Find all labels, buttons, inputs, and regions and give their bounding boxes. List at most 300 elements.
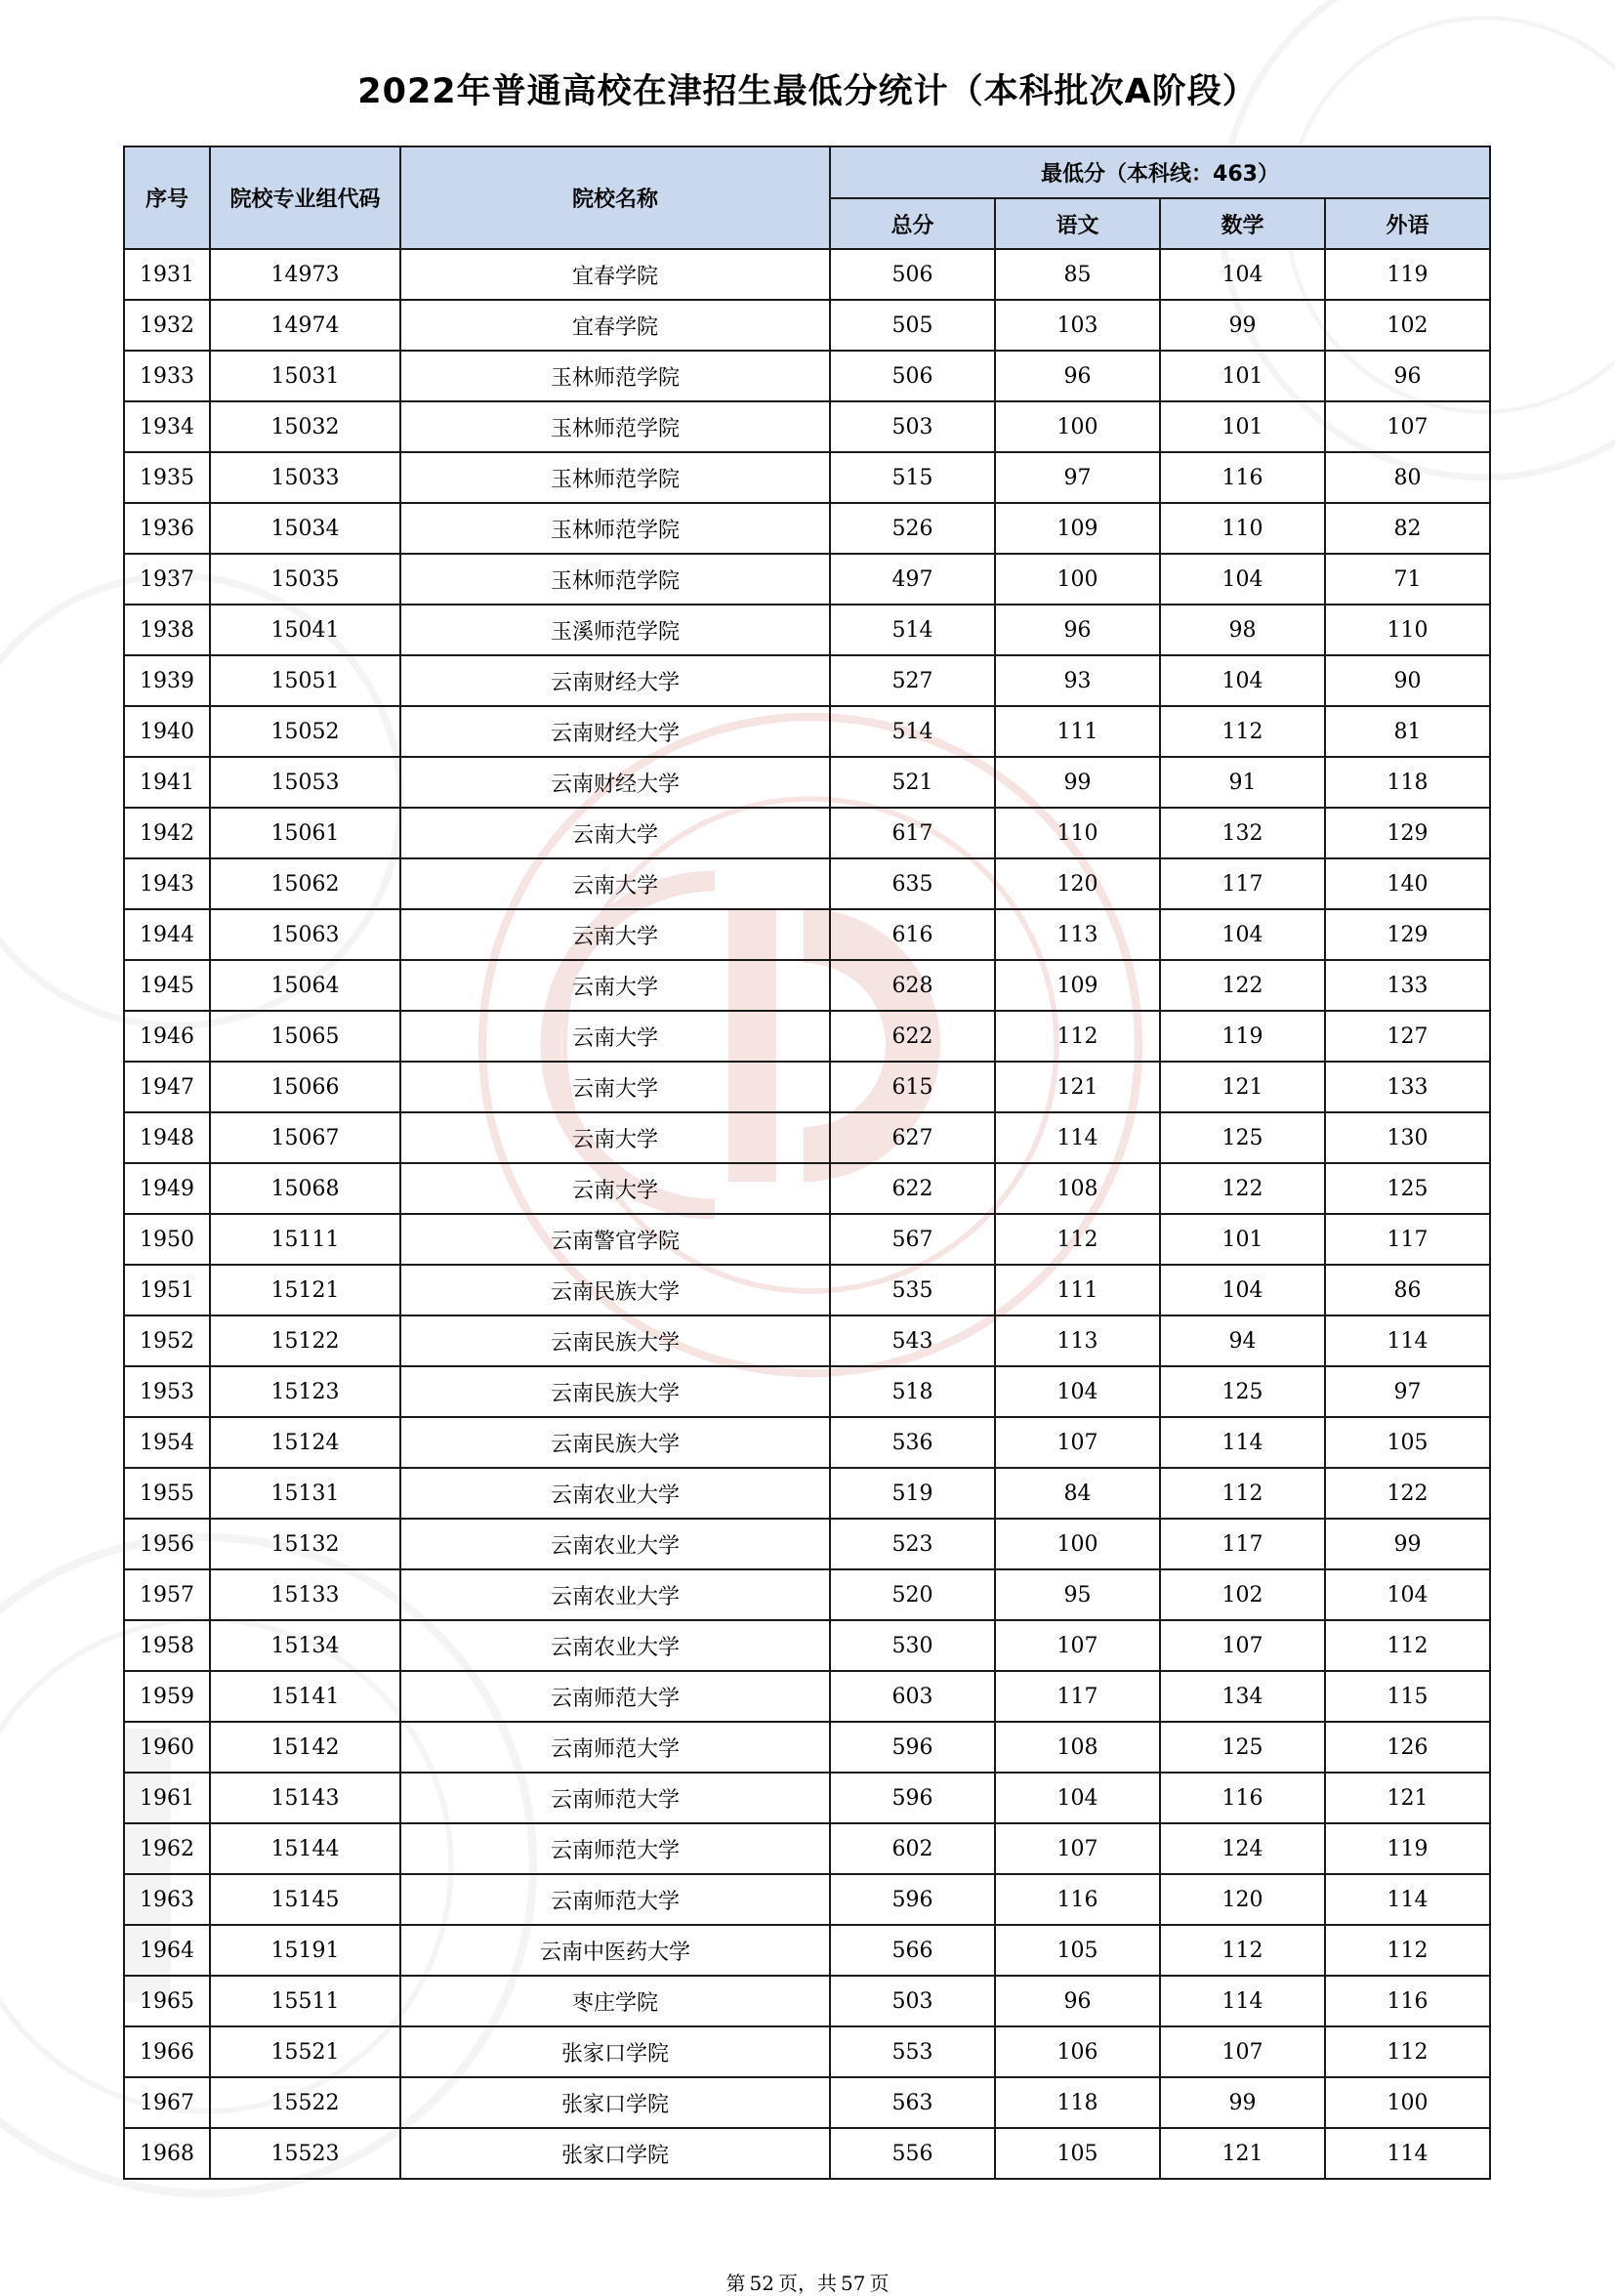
table-row <box>124 655 1490 706</box>
cell-math: 112 <box>1160 706 1325 757</box>
cell-math: 94 <box>1160 1315 1325 1366</box>
cell-total: 616 <box>830 909 995 960</box>
header-foreign: 外语 <box>1325 198 1490 249</box>
cell-code: 15522 <box>210 2077 400 2128</box>
cell-chinese: 118 <box>995 2077 1160 2128</box>
table-row <box>124 2026 1490 2077</box>
cell-code: 15523 <box>210 2128 400 2179</box>
cell-chinese: 112 <box>995 1214 1160 1265</box>
cell-code: 15191 <box>210 1925 400 1976</box>
cell-code: 15062 <box>210 858 400 909</box>
cell-seq: 1968 <box>124 2128 210 2179</box>
cell-math: 107 <box>1160 1620 1325 1671</box>
cell-foreign: 99 <box>1325 1519 1490 1569</box>
cell-total: 527 <box>830 655 995 706</box>
cell-total: 535 <box>830 1265 995 1315</box>
cell-total: 543 <box>830 1315 995 1366</box>
cell-code: 15141 <box>210 1671 400 1722</box>
table-row <box>124 1519 1490 1569</box>
cell-chinese: 97 <box>995 452 1160 503</box>
cell-total: 506 <box>830 249 995 300</box>
cell-seq: 1948 <box>124 1112 210 1163</box>
cell-total: 519 <box>830 1468 995 1519</box>
cell-math: 114 <box>1160 1976 1325 2026</box>
cell-total: 603 <box>830 1671 995 1722</box>
cell-school: 玉溪师范学院 <box>400 605 830 655</box>
cell-total: 497 <box>830 554 995 605</box>
table-row <box>124 1011 1490 1062</box>
cell-math: 104 <box>1160 554 1325 605</box>
cell-seq: 1962 <box>124 1823 210 1874</box>
cell-chinese: 120 <box>995 858 1160 909</box>
cell-school: 云南财经大学 <box>400 757 830 808</box>
cell-chinese: 100 <box>995 401 1160 452</box>
cell-math: 112 <box>1160 1925 1325 1976</box>
cell-foreign: 122 <box>1325 1468 1490 1519</box>
cell-seq: 1946 <box>124 1011 210 1062</box>
cell-code: 15121 <box>210 1265 400 1315</box>
table-row <box>124 503 1490 554</box>
cell-foreign: 119 <box>1325 1823 1490 1874</box>
header-chinese: 语文 <box>995 198 1160 249</box>
cell-seq: 1953 <box>124 1366 210 1417</box>
cell-chinese: 110 <box>995 808 1160 858</box>
cell-math: 101 <box>1160 351 1325 401</box>
cell-code: 15035 <box>210 554 400 605</box>
cell-foreign: 125 <box>1325 1163 1490 1214</box>
cell-school: 云南财经大学 <box>400 706 830 757</box>
cell-foreign: 117 <box>1325 1214 1490 1265</box>
cell-code: 15145 <box>210 1874 400 1925</box>
cell-total: 596 <box>830 1722 995 1773</box>
table-row <box>124 1163 1490 1214</box>
cell-math: 114 <box>1160 1417 1325 1468</box>
cell-math: 125 <box>1160 1722 1325 1773</box>
cell-math: 104 <box>1160 655 1325 706</box>
cell-school: 云南农业大学 <box>400 1468 830 1519</box>
table-row <box>124 960 1490 1011</box>
cell-total: 521 <box>830 757 995 808</box>
cell-chinese: 106 <box>995 2026 1160 2077</box>
cell-seq: 1940 <box>124 706 210 757</box>
cell-math: 102 <box>1160 1569 1325 1620</box>
cell-seq: 1964 <box>124 1925 210 1976</box>
cell-code: 15031 <box>210 351 400 401</box>
cell-school: 宜春学院 <box>400 300 830 351</box>
cell-seq: 1943 <box>124 858 210 909</box>
cell-total: 622 <box>830 1163 995 1214</box>
cell-total: 518 <box>830 1366 995 1417</box>
cell-code: 15051 <box>210 655 400 706</box>
table-row <box>124 909 1490 960</box>
cell-seq: 1941 <box>124 757 210 808</box>
cell-code: 14974 <box>210 300 400 351</box>
cell-school: 云南师范大学 <box>400 1823 830 1874</box>
cell-math: 104 <box>1160 1265 1325 1315</box>
cell-seq: 1938 <box>124 605 210 655</box>
cell-seq: 1960 <box>124 1722 210 1773</box>
cell-math: 98 <box>1160 605 1325 655</box>
cell-code: 15066 <box>210 1062 400 1112</box>
table-header-row <box>124 146 1490 198</box>
cell-code: 15142 <box>210 1722 400 1773</box>
cell-code: 15521 <box>210 2026 400 2077</box>
cell-total: 506 <box>830 351 995 401</box>
table-row <box>124 2128 1490 2179</box>
cell-foreign: 82 <box>1325 503 1490 554</box>
cell-school: 云南大学 <box>400 858 830 909</box>
cell-code: 15064 <box>210 960 400 1011</box>
cell-chinese: 117 <box>995 1671 1160 1722</box>
cell-chinese: 109 <box>995 503 1160 554</box>
cell-chinese: 107 <box>995 1620 1160 1671</box>
cell-foreign: 119 <box>1325 249 1490 300</box>
cell-seq: 1956 <box>124 1519 210 1569</box>
cell-seq: 1957 <box>124 1569 210 1620</box>
cell-math: 104 <box>1160 909 1325 960</box>
cell-chinese: 121 <box>995 1062 1160 1112</box>
cell-school: 张家口学院 <box>400 2026 830 2077</box>
cell-total: 520 <box>830 1569 995 1620</box>
cell-code: 15053 <box>210 757 400 808</box>
cell-chinese: 116 <box>995 1874 1160 1925</box>
cell-school: 枣庄学院 <box>400 1976 830 2026</box>
page-footer <box>0 2268 1615 2296</box>
cell-chinese: 93 <box>995 655 1160 706</box>
cell-math: 124 <box>1160 1823 1325 1874</box>
cell-total: 503 <box>830 401 995 452</box>
cell-seq: 1937 <box>124 554 210 605</box>
cell-school: 云南民族大学 <box>400 1417 830 1468</box>
table-row <box>124 1265 1490 1315</box>
cell-math: 132 <box>1160 808 1325 858</box>
cell-total: 635 <box>830 858 995 909</box>
cell-code: 15123 <box>210 1366 400 1417</box>
cell-total: 536 <box>830 1417 995 1468</box>
cell-total: 523 <box>830 1519 995 1569</box>
table-row <box>124 1569 1490 1620</box>
cell-school: 云南大学 <box>400 1011 830 1062</box>
cell-chinese: 84 <box>995 1468 1160 1519</box>
table-row <box>124 554 1490 605</box>
cell-total: 627 <box>830 1112 995 1163</box>
cell-math: 119 <box>1160 1011 1325 1062</box>
table-row <box>124 858 1490 909</box>
cell-school: 云南师范大学 <box>400 1722 830 1773</box>
cell-code: 15511 <box>210 1976 400 2026</box>
cell-foreign: 112 <box>1325 1925 1490 1976</box>
cell-seq: 1961 <box>124 1773 210 1823</box>
cell-total: 526 <box>830 503 995 554</box>
cell-foreign: 112 <box>1325 2026 1490 2077</box>
cell-foreign: 127 <box>1325 1011 1490 1062</box>
cell-school: 云南大学 <box>400 909 830 960</box>
cell-total: 567 <box>830 1214 995 1265</box>
table-row <box>124 1315 1490 1366</box>
header-seq: 序号 <box>124 146 210 249</box>
cell-foreign: 126 <box>1325 1722 1490 1773</box>
table-row <box>124 300 1490 351</box>
cell-foreign: 114 <box>1325 1874 1490 1925</box>
cell-math: 125 <box>1160 1112 1325 1163</box>
cell-code: 15065 <box>210 1011 400 1062</box>
cell-seq: 1967 <box>124 2077 210 2128</box>
cell-foreign: 121 <box>1325 1773 1490 1823</box>
footer-suffix: 页 <box>869 2272 890 2295</box>
cell-seq: 1944 <box>124 909 210 960</box>
cell-total: 556 <box>830 2128 995 2179</box>
cell-foreign: 71 <box>1325 554 1490 605</box>
cell-seq: 1966 <box>124 2026 210 2077</box>
cell-school: 云南财经大学 <box>400 655 830 706</box>
cell-code: 15041 <box>210 605 400 655</box>
cell-seq: 1933 <box>124 351 210 401</box>
cell-total: 628 <box>830 960 995 1011</box>
cell-code: 15132 <box>210 1519 400 1569</box>
cell-total: 617 <box>830 808 995 858</box>
cell-total: 553 <box>830 2026 995 2077</box>
cell-foreign: 129 <box>1325 808 1490 858</box>
cell-code: 15111 <box>210 1214 400 1265</box>
table-row <box>124 1620 1490 1671</box>
cell-math: 116 <box>1160 452 1325 503</box>
cell-foreign: 102 <box>1325 300 1490 351</box>
cell-code: 15061 <box>210 808 400 858</box>
footer-page-total: 57 <box>841 2272 866 2295</box>
cell-code: 15034 <box>210 503 400 554</box>
cell-foreign: 140 <box>1325 858 1490 909</box>
cell-foreign: 96 <box>1325 351 1490 401</box>
cell-math: 120 <box>1160 1874 1325 1925</box>
cell-school: 张家口学院 <box>400 2077 830 2128</box>
cell-foreign: 115 <box>1325 1671 1490 1722</box>
cell-total: 596 <box>830 1874 995 1925</box>
table-row <box>124 1468 1490 1519</box>
cell-seq: 1932 <box>124 300 210 351</box>
cell-total: 530 <box>830 1620 995 1671</box>
table-row <box>124 605 1490 655</box>
cell-seq: 1949 <box>124 1163 210 1214</box>
table-row <box>124 1417 1490 1468</box>
table-row <box>124 1214 1490 1265</box>
cell-math: 121 <box>1160 1062 1325 1112</box>
cell-code: 14973 <box>210 249 400 300</box>
cell-school: 玉林师范学院 <box>400 554 830 605</box>
cell-school: 云南师范大学 <box>400 1773 830 1823</box>
cell-chinese: 111 <box>995 706 1160 757</box>
cell-code: 15067 <box>210 1112 400 1163</box>
cell-school: 玉林师范学院 <box>400 401 830 452</box>
header-math: 数学 <box>1160 198 1325 249</box>
cell-school: 云南农业大学 <box>400 1569 830 1620</box>
table-row <box>124 249 1490 300</box>
cell-seq: 1935 <box>124 452 210 503</box>
cell-foreign: 104 <box>1325 1569 1490 1620</box>
cell-chinese: 96 <box>995 1976 1160 2026</box>
cell-school: 云南师范大学 <box>400 1874 830 1925</box>
cell-math: 122 <box>1160 960 1325 1011</box>
cell-chinese: 96 <box>995 605 1160 655</box>
cell-foreign: 105 <box>1325 1417 1490 1468</box>
header-school: 院校名称 <box>400 146 830 249</box>
cell-seq: 1931 <box>124 249 210 300</box>
cell-total: 514 <box>830 706 995 757</box>
footer-prefix: 第 <box>725 2272 746 2295</box>
cell-school: 宜春学院 <box>400 249 830 300</box>
cell-total: 602 <box>830 1823 995 1874</box>
footer-page-current: 52 <box>749 2272 774 2295</box>
cell-code: 15133 <box>210 1569 400 1620</box>
cell-chinese: 108 <box>995 1722 1160 1773</box>
cell-code: 15063 <box>210 909 400 960</box>
cell-seq: 1945 <box>124 960 210 1011</box>
cell-seq: 1965 <box>124 1976 210 2026</box>
cell-chinese: 111 <box>995 1265 1160 1315</box>
table-row <box>124 2077 1490 2128</box>
cell-school: 云南警官学院 <box>400 1214 830 1265</box>
cell-seq: 1963 <box>124 1874 210 1925</box>
cell-foreign: 118 <box>1325 757 1490 808</box>
cell-math: 134 <box>1160 1671 1325 1722</box>
cell-foreign: 97 <box>1325 1366 1490 1417</box>
page-title: 2022年普通高校在津招生最低分统计（本科批次A阶段） <box>357 72 1258 111</box>
cell-chinese: 99 <box>995 757 1160 808</box>
cell-chinese: 95 <box>995 1569 1160 1620</box>
cell-foreign: 80 <box>1325 452 1490 503</box>
cell-school: 云南大学 <box>400 808 830 858</box>
table-row <box>124 1671 1490 1722</box>
cell-chinese: 112 <box>995 1011 1160 1062</box>
cell-total: 622 <box>830 1011 995 1062</box>
cell-code: 15068 <box>210 1163 400 1214</box>
cell-foreign: 133 <box>1325 960 1490 1011</box>
header-min-score-group: 最低分（本科线：463） <box>830 146 1490 198</box>
cell-foreign: 114 <box>1325 2128 1490 2179</box>
cell-math: 125 <box>1160 1366 1325 1417</box>
cell-total: 596 <box>830 1773 995 1823</box>
table-row <box>124 1874 1490 1925</box>
cell-chinese: 85 <box>995 249 1160 300</box>
cell-total: 515 <box>830 452 995 503</box>
cell-chinese: 113 <box>995 1315 1160 1366</box>
cell-chinese: 100 <box>995 1519 1160 1569</box>
cell-foreign: 110 <box>1325 605 1490 655</box>
cell-math: 91 <box>1160 757 1325 808</box>
cell-school: 云南民族大学 <box>400 1366 830 1417</box>
cell-school: 云南民族大学 <box>400 1315 830 1366</box>
table-row <box>124 1773 1490 1823</box>
cell-math: 116 <box>1160 1773 1325 1823</box>
table-row <box>124 757 1490 808</box>
table-row <box>124 401 1490 452</box>
header-total: 总分 <box>830 198 995 249</box>
cell-school: 云南大学 <box>400 1163 830 1214</box>
cell-foreign: 107 <box>1325 401 1490 452</box>
cell-school: 云南农业大学 <box>400 1519 830 1569</box>
cell-chinese: 114 <box>995 1112 1160 1163</box>
cell-math: 112 <box>1160 1468 1325 1519</box>
cell-foreign: 112 <box>1325 1620 1490 1671</box>
cell-seq: 1958 <box>124 1620 210 1671</box>
cell-foreign: 129 <box>1325 909 1490 960</box>
cell-foreign: 130 <box>1325 1112 1490 1163</box>
table-row <box>124 1062 1490 1112</box>
table-row <box>124 1722 1490 1773</box>
cell-school: 云南中医药大学 <box>400 1925 830 1976</box>
cell-school: 玉林师范学院 <box>400 503 830 554</box>
table-row <box>124 1976 1490 2026</box>
cell-code: 15122 <box>210 1315 400 1366</box>
score-table <box>123 146 1491 2180</box>
table-row <box>124 351 1490 401</box>
cell-chinese: 113 <box>995 909 1160 960</box>
cell-total: 503 <box>830 1976 995 2026</box>
cell-school: 张家口学院 <box>400 2128 830 2179</box>
cell-math: 117 <box>1160 858 1325 909</box>
cell-chinese: 104 <box>995 1773 1160 1823</box>
cell-math: 121 <box>1160 2128 1325 2179</box>
cell-foreign: 114 <box>1325 1315 1490 1366</box>
cell-seq: 1950 <box>124 1214 210 1265</box>
cell-code: 15052 <box>210 706 400 757</box>
table-row <box>124 452 1490 503</box>
cell-total: 566 <box>830 1925 995 1976</box>
cell-school: 云南大学 <box>400 960 830 1011</box>
cell-math: 122 <box>1160 1163 1325 1214</box>
cell-code: 15144 <box>210 1823 400 1874</box>
cell-seq: 1947 <box>124 1062 210 1112</box>
cell-math: 101 <box>1160 401 1325 452</box>
cell-foreign: 100 <box>1325 2077 1490 2128</box>
cell-foreign: 116 <box>1325 1976 1490 2026</box>
cell-code: 15033 <box>210 452 400 503</box>
cell-foreign: 90 <box>1325 655 1490 706</box>
cell-total: 505 <box>830 300 995 351</box>
cell-seq: 1942 <box>124 808 210 858</box>
cell-chinese: 109 <box>995 960 1160 1011</box>
cell-chinese: 105 <box>995 1925 1160 1976</box>
footer-mid: 页，共 <box>778 2272 837 2295</box>
cell-seq: 1951 <box>124 1265 210 1315</box>
cell-total: 615 <box>830 1062 995 1112</box>
cell-chinese: 105 <box>995 2128 1160 2179</box>
cell-seq: 1959 <box>124 1671 210 1722</box>
cell-school: 玉林师范学院 <box>400 351 830 401</box>
cell-math: 117 <box>1160 1519 1325 1569</box>
cell-math: 110 <box>1160 503 1325 554</box>
cell-school: 云南大学 <box>400 1112 830 1163</box>
cell-school: 云南师范大学 <box>400 1671 830 1722</box>
table-row <box>124 1823 1490 1874</box>
cell-school: 云南农业大学 <box>400 1620 830 1671</box>
header-code: 院校专业组代码 <box>210 146 400 249</box>
table-row <box>124 1925 1490 1976</box>
cell-code: 15032 <box>210 401 400 452</box>
cell-seq: 1952 <box>124 1315 210 1366</box>
cell-school: 云南大学 <box>400 1062 830 1112</box>
cell-code: 15143 <box>210 1773 400 1823</box>
cell-seq: 1939 <box>124 655 210 706</box>
cell-math: 104 <box>1160 249 1325 300</box>
cell-school: 云南民族大学 <box>400 1265 830 1315</box>
cell-code: 15124 <box>210 1417 400 1468</box>
table-row <box>124 706 1490 757</box>
table-row <box>124 808 1490 858</box>
cell-seq: 1955 <box>124 1468 210 1519</box>
cell-school: 玉林师范学院 <box>400 452 830 503</box>
cell-total: 563 <box>830 2077 995 2128</box>
cell-code: 15131 <box>210 1468 400 1519</box>
